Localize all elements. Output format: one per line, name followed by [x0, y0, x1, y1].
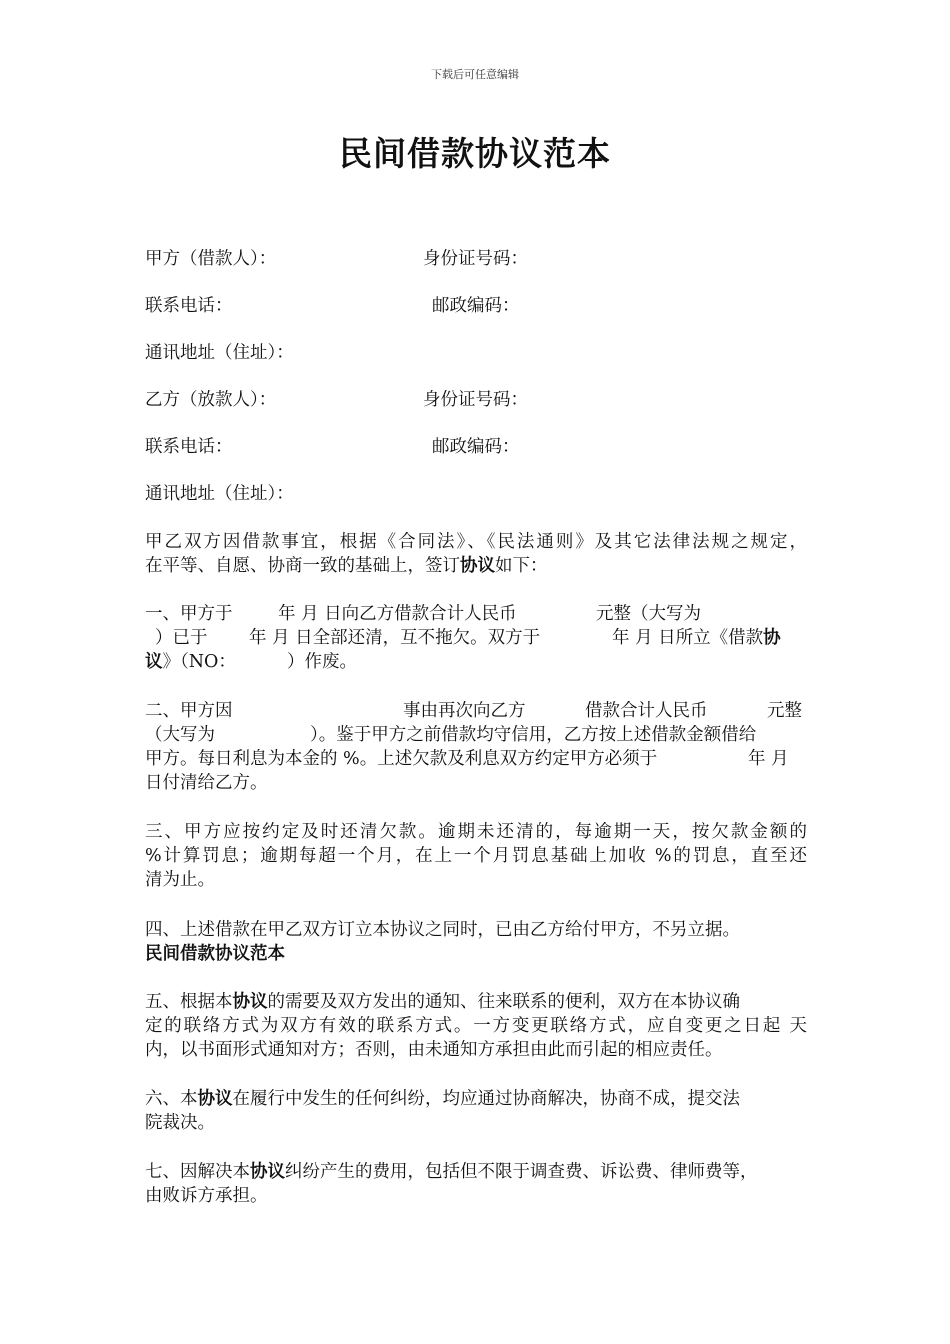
clause-2-text-b: 事由再次向乙方 — [403, 701, 526, 721]
clause-6-text-a: 六、本 — [145, 1089, 198, 1109]
clause-1-text-f: 年 月 日所立《借款 — [612, 628, 764, 648]
party-b-address-label: 通讯地址（住址）： — [145, 484, 294, 504]
clause-1-line-2 — [145, 626, 807, 650]
party-a-id-label: 身份证号码： — [423, 249, 528, 269]
clause-5-bold: 协议 — [232, 992, 268, 1012]
clause-6-line-1 — [145, 1087, 807, 1111]
clause-4 — [145, 918, 807, 966]
intro-line-2-bold: 协议 — [460, 556, 495, 576]
clause-3 — [145, 820, 807, 892]
clause-6-line-2: 院裁决。 — [145, 1113, 215, 1133]
party-b-id-label: 身份证号码： — [423, 390, 528, 410]
clause-3-line-3: 清为止。 — [145, 870, 215, 890]
clause-6-text-b: 在履行中发生的任何纠纷，均应通过协商解决，协商不成，提交法 — [232, 1089, 740, 1109]
clause-2-text-c: 借款合计人民币 — [585, 701, 708, 721]
header-note: 下载后可任意编辑 — [431, 68, 519, 81]
clause-1-text-b: 年 月 日向乙方借款合计人民币 — [278, 604, 517, 624]
intro-paragraph — [145, 530, 807, 578]
clause-7-text-a: 七、因解决本 — [145, 1162, 250, 1182]
intro-line-2-text: 在平等、自愿、协商一致的基础上，签订 — [145, 556, 460, 576]
clause-2 — [145, 699, 807, 795]
document-title: 民间借款协议范本 — [339, 134, 611, 173]
party-b-postcode-label: 邮政编码： — [432, 437, 520, 457]
party-b-name-label: 乙方（放款人）： — [145, 390, 277, 410]
clause-5-text-a: 五、根据本 — [145, 992, 233, 1012]
intro-line-1: 甲乙双方因借款事宜，根据《合同法》、《民法通则》及其它法律法规之规定， — [145, 532, 807, 552]
clause-1-text-d: ）已于 — [155, 628, 208, 648]
clause-1 — [145, 602, 807, 674]
clause-5 — [145, 990, 807, 1062]
party-a-postcode-label: 邮政编码： — [432, 296, 520, 316]
clause-1-text-h: ）作废。 — [287, 652, 357, 672]
clause-1-line-3 — [145, 650, 807, 674]
party-b-phone-row — [145, 435, 520, 459]
clause-1-text-g: 》（NO： — [162, 652, 236, 672]
clause-2-text-d: 元整 — [767, 701, 802, 721]
clause-3-line-2: %计算罚息；逾期每超一个月，在上一个月罚息基础上加收 %的罚息，直至还 — [145, 846, 807, 866]
clause-2-line-3 — [145, 747, 807, 771]
clause-1-text-a: 一、甲方于 — [145, 604, 233, 624]
party-a-address-label: 通讯地址（住址）： — [145, 343, 294, 363]
clause-2-line-4: 日付清给乙方。 — [145, 773, 268, 793]
clause-5-line-1 — [145, 990, 807, 1014]
party-a-name-label: 甲方（借款人）： — [145, 249, 277, 269]
clause-4-line-1: 四、上述借款在甲乙双方订立本协议之同时，已由乙方给付甲方，不另立据。 — [145, 920, 740, 940]
clause-2-text-g: 甲方。每日利息为本金的 %。上述欠款及利息双方约定甲方必须于 — [145, 749, 658, 769]
party-a-phone-row — [145, 294, 520, 318]
clause-1-text-f-wrap — [612, 626, 781, 650]
party-a-address-row — [145, 341, 294, 365]
party-b-address-row — [145, 482, 294, 506]
clause-4-bold-title: 民间借款协议范本 — [145, 944, 285, 964]
clause-2-text-h: 年 月 — [748, 749, 789, 769]
intro-line-2 — [145, 554, 807, 578]
party-b-phone-label: 联系电话： — [145, 437, 233, 457]
clause-6 — [145, 1087, 807, 1135]
party-a-name-row — [145, 247, 528, 271]
clause-7-text-b: 纠纷产生的费用，包括但不限于调查费、诉讼费、律师费等， — [285, 1162, 758, 1182]
clause-7-line-1 — [145, 1160, 807, 1184]
clause-7 — [145, 1160, 807, 1208]
clause-1-text-e: 年 月 日全部还清，互不拖欠。双方于 — [249, 628, 541, 648]
clause-1-bold-b: 议 — [145, 652, 163, 672]
clause-5-line-3: 内，以书面形式通知对方；否则，由未通知方承担由此而引起的相应责任。 — [145, 1040, 723, 1060]
clause-2-text-e: （大写为 — [145, 725, 215, 745]
clause-2-text-a: 二、甲方因 — [145, 701, 233, 721]
clause-5-text-b: 的需要及双方发出的通知、往来联系的便利，双方在本协议确 — [267, 992, 740, 1012]
clause-2-line-2 — [145, 723, 807, 747]
clause-7-line-2: 由败诉方承担。 — [145, 1186, 268, 1206]
clause-5-line-2: 定的联络方式为双方有效的联系方式。一方变更联络方式，应自变更之日起 天 — [145, 1016, 807, 1036]
party-b-name-row — [145, 388, 528, 412]
clause-1-line-1 — [145, 602, 807, 626]
clause-6-bold: 协议 — [197, 1089, 233, 1109]
clause-7-bold: 协议 — [250, 1162, 285, 1182]
clause-2-text-f: ）。鉴于甲方之前借款均守信用，乙方按上述借款金额借给 — [310, 725, 757, 745]
clause-3-line-1: 三、甲方应按约定及时还清欠款。逾期未还清的，每逾期一天，按欠款金额的 — [145, 822, 807, 842]
party-a-phone-label: 联系电话： — [145, 296, 233, 316]
clause-2-line-1 — [145, 699, 807, 723]
intro-line-2-tail: 如下： — [495, 556, 548, 576]
clause-1-text-c: 元整（大写为 — [596, 604, 701, 624]
clause-1-bold-a: 协 — [763, 628, 781, 648]
